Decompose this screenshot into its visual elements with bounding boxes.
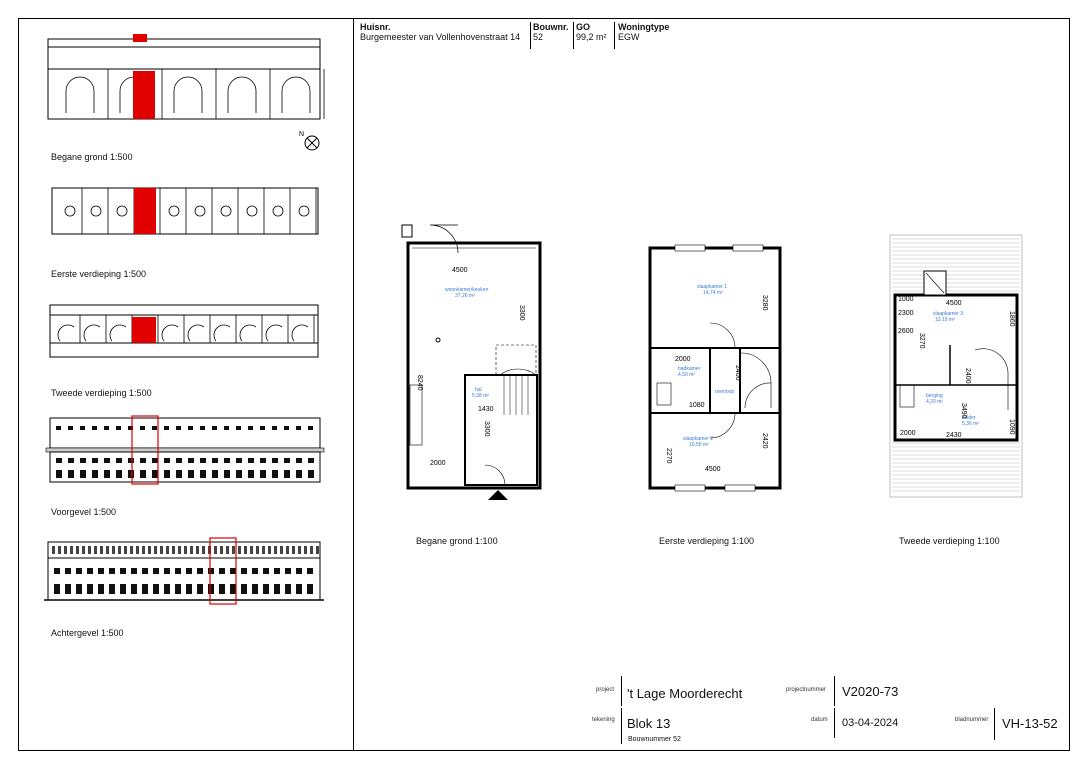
tb-tekening-sub: Bouwnummer 52 <box>628 736 681 743</box>
ground-dim-hall-depth: 3300 <box>483 421 490 437</box>
tb-sep-bladnummer <box>994 708 995 740</box>
tb-project-value: 't Lage Moorderecht <box>627 686 743 701</box>
first-dim-depth2: 2270 <box>665 448 672 464</box>
go-value: 99,2 m² <box>576 32 607 42</box>
ground-dim-left: 8240 <box>416 375 423 391</box>
first-room-bed2-area: 10,55 m² <box>689 442 709 448</box>
ground-dim-depth: 3300 <box>518 305 525 321</box>
ground-room-living: woonkamer/keuken <box>445 287 489 293</box>
ground-room-living-area: 37,26 m² <box>455 293 475 299</box>
header-huisnr <box>360 22 520 42</box>
floorplan-second <box>890 235 1025 500</box>
tb-bladnummer-label: bladnummer <box>955 717 989 723</box>
keyplan-ground <box>48 33 323 123</box>
second-room-attic: zolder <box>962 415 976 421</box>
floorplan-label-second: Tweede verdieping 1:100 <box>899 536 1000 546</box>
header-sep-2 <box>573 22 574 49</box>
keyplan-front-facade <box>46 418 326 488</box>
first-dim-stair: 2400 <box>734 365 741 381</box>
tb-sep-tekening <box>621 708 622 744</box>
floorplan-label-first: Eerste verdieping 1:100 <box>659 536 755 546</box>
header-sep-3 <box>614 22 615 49</box>
header-bouwnr <box>533 22 569 42</box>
keyplan-rear-facade <box>44 538 326 608</box>
north-symbol: N <box>299 131 305 138</box>
keyplan-label-second: Tweede verdieping 1:500 <box>51 388 152 398</box>
first-room-bed1-area: 14,74 m² <box>703 290 723 296</box>
second-room-storage-area: 4,20 m² <box>926 399 943 405</box>
second-dim-3270: 3270 <box>918 333 925 349</box>
second-dim-2430: 2430 <box>946 432 962 439</box>
second-dim-1000: 1000 <box>898 296 914 303</box>
second-dim-2600: 2600 <box>898 328 914 335</box>
keyplan-second <box>50 305 322 360</box>
first-dim-width: 4500 <box>705 466 721 473</box>
first-room-bath: badkamer <box>678 366 701 372</box>
tb-project-label: project <box>596 687 615 693</box>
tb-bladnummer-value: VH-13-52 <box>1002 716 1058 731</box>
ground-dim-front: 2000 <box>430 460 446 467</box>
first-dim-landing: 1080 <box>689 402 705 409</box>
first-room-bed2: slaapkamer 2 <box>683 436 714 442</box>
first-room-landing: overloop <box>715 389 735 395</box>
second-room-storage: berging <box>926 393 943 399</box>
second-dim-1090: 1090 <box>1008 419 1015 435</box>
ground-room-hall: hal <box>475 387 482 393</box>
header-sep-1 <box>530 22 531 49</box>
tb-projectnummer-label: projectnummer <box>786 687 827 693</box>
second-dim-1860: 1860 <box>1008 311 1015 327</box>
tb-sep-datum <box>834 708 835 738</box>
first-dim-depth3: 2420 <box>761 433 768 449</box>
second-room-bed3-area: 13,19 m² <box>935 317 955 323</box>
huisnr-value: Burgemeester van Vollenhovenstraat 14 <box>360 32 521 42</box>
tb-tekening-label: tekening <box>592 717 615 723</box>
tb-sep-projectnummer <box>834 676 835 706</box>
second-dim-width: 4500 <box>946 300 962 307</box>
bouwnr-label: Bouwnr. <box>533 22 569 32</box>
first-room-bath-area: 4,50 m² <box>678 372 695 378</box>
keyplan-label-front: Voorgevel 1:500 <box>51 507 117 517</box>
ground-room-hall-area: 5,38 m² <box>472 393 489 399</box>
second-dim-2300: 2300 <box>898 310 914 317</box>
header-go <box>576 22 607 42</box>
ground-dim-width: 4500 <box>452 267 468 274</box>
first-dim-depth1: 3280 <box>761 295 768 311</box>
first-room-bed1: slaapkamer 1 <box>697 284 728 290</box>
header-woningtype <box>618 22 669 42</box>
keyplan-first <box>52 188 322 236</box>
first-dim-bath: 2000 <box>675 356 691 363</box>
keyplan-label-ground: Begane grond 1:500 <box>51 152 133 162</box>
huisnr-label: Huisnr. <box>360 22 391 32</box>
north-arrow-icon <box>298 130 324 156</box>
woningtype-value: EGW <box>618 32 640 42</box>
second-room-bed3: slaapkamer 3 <box>933 311 964 317</box>
go-label: GO <box>576 22 591 32</box>
second-dim-2000: 2000 <box>900 430 916 437</box>
second-dim-3490: 3490 <box>960 403 967 419</box>
tb-datum-label: datum <box>811 717 828 723</box>
second-room-attic-area: 5,36 m² <box>962 421 979 427</box>
keyplan-label-first: Eerste verdieping 1:500 <box>51 269 147 279</box>
second-dim-2400: 2400 <box>964 368 971 384</box>
woningtype-label: Woningtype <box>618 22 670 32</box>
floorplan-label-ground: Begane grond 1:100 <box>416 536 498 546</box>
tb-datum-value: 03-04-2024 <box>842 717 899 729</box>
frame-divider <box>353 18 354 751</box>
tb-projectnummer-value: V2020-73 <box>842 684 899 699</box>
tb-sep-project <box>621 676 622 706</box>
keyplan-label-rear: Achtergevel 1:500 <box>51 628 124 638</box>
tb-tekening-value: Blok 13 <box>627 716 671 731</box>
ground-dim-hall: 1430 <box>478 406 494 413</box>
floorplan-first <box>645 243 785 493</box>
bouwnr-value: 52 <box>533 32 544 42</box>
floorplan-ground <box>400 225 545 505</box>
